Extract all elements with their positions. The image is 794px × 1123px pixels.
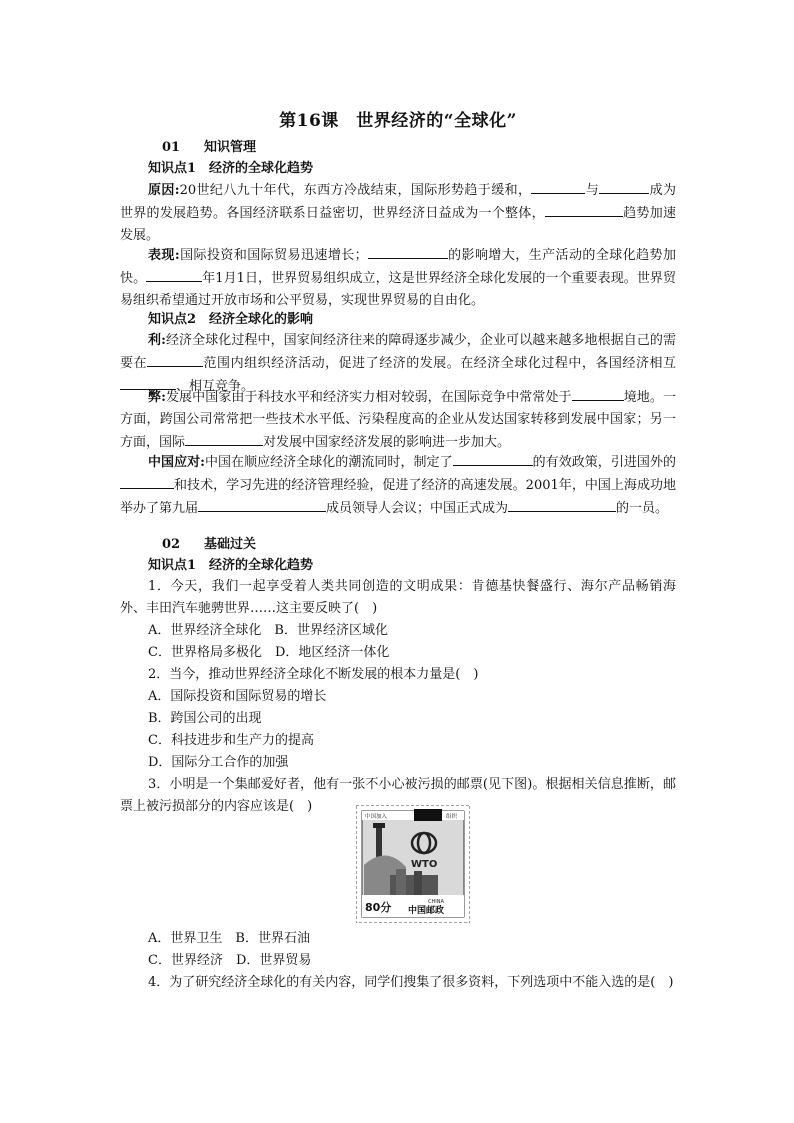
fill-blank[interactable] <box>147 352 203 367</box>
paragraph-disadvantages <box>120 386 676 454</box>
paragraph-performance <box>120 244 676 312</box>
performance-text-1: 国际投资和国际贸易迅速增长； <box>179 248 368 263</box>
stamp-china-en: CHINA <box>428 899 444 905</box>
paragraph-reason <box>120 179 676 247</box>
advantages-text-2: 范围内组织经济活动，促进了经济的发展。在经济全球化过程中，各国经济相互 <box>203 356 676 371</box>
china-text-2: 的有效政策，引进国外的 <box>532 455 676 470</box>
section-heading-basics <box>120 534 718 556</box>
knowledge-point-1-heading: 知识点1 经济的全球化趋势 <box>148 161 314 176</box>
stamp-country: 中国邮政 <box>408 906 445 916</box>
performance-text-3: 年1月1日，世界贸易组织成立，这是世界经济全球化发展的一个重要表现。世界贸易组织希望通过开放市场和公平贸易，实现世界贸易的自由化。 <box>120 271 676 308</box>
fill-blank[interactable] <box>146 267 202 282</box>
question-4-stem: 4．为了研究经济全球化的有关内容，同学们搜集了很多资料，下列选项中不能入选的是( ) <box>148 975 674 990</box>
performance-lead: 表现: <box>148 248 180 263</box>
advantages-lead: 利: <box>148 333 166 348</box>
reason-text-1: 20世纪八九十年代，东西方冷战结束，国际形势趋于缓和， <box>179 183 532 198</box>
reason-text-2: 与 <box>585 183 600 198</box>
advantages-text-3: 、相互竞争。 <box>176 379 255 394</box>
wto-stamp-image <box>356 805 470 923</box>
disadvantages-text-3: 对发展中国家经济发展的影响进一步加大。 <box>263 435 511 450</box>
question-2-option-d: D．国际分工合作的加强 <box>148 755 289 770</box>
stamp-wto-text: WTO <box>411 859 438 870</box>
reason-text-4: 趋势加速发展。 <box>120 206 676 243</box>
fill-blank[interactable] <box>599 179 649 194</box>
question-2-option-b: B．跨国公司的出现 <box>148 711 262 726</box>
fill-blank[interactable] <box>198 497 326 512</box>
paragraph-china-response <box>120 451 676 520</box>
knowledge-point-2-heading: 知识点2 经济全球化的影响 <box>148 312 314 327</box>
advantages-text-1: 经济全球化过程中，国家间经济往来的障碍逐步减少，企业可以越来越多地根据自己的需要在 <box>120 333 676 371</box>
china-text-3: 和技术，学习先进的经济管理经验，促进了经济的高速发展。2001年，中国上海成功地举办了第九届 <box>120 478 676 516</box>
stamp-top-right-text: 组织 <box>446 814 458 820</box>
question-1-options-ab: A．世界经济全球化 B．世界经济区域化 <box>148 623 388 638</box>
disadvantages-text-1: 发展中国家由于科技水平和经济实力相对较弱，在国际竞争中常常处于 <box>165 390 572 405</box>
china-text-5: 的一员。 <box>616 501 669 516</box>
fill-blank[interactable] <box>545 202 623 217</box>
section-label: 知识管理 <box>204 140 257 155</box>
question-2-option-a: A．国际投资和国际贸易的增长 <box>148 689 327 704</box>
question-3-stem: 3．小明是一个集邮爱好者，他有一张不小心被污损的邮票(见下图)。根据相关信息推断，邮票上被污损部分的内容应该是( ) <box>120 777 676 814</box>
china-text-1: 中国在顺应经济全球化的潮流同时，制定了 <box>204 455 453 470</box>
lesson-title: 第16课 世界经济的“全球化” <box>279 111 517 131</box>
fill-blank[interactable] <box>120 474 174 489</box>
reason-lead: 原因: <box>148 183 180 198</box>
stamp-value: 80分 <box>365 901 392 914</box>
question-1-options-cd: C．世界格局多极化 D．地区经济一体化 <box>148 645 390 660</box>
fill-blank[interactable] <box>368 244 448 259</box>
question-2-stem: 2．当今，推动世界经济全球化不断发展的根本力量是( ) <box>148 667 479 682</box>
disadvantages-text-2: 境地。一方面，跨国公司常常把一些技术水平低、污染程度高的企业从发达国家转移到发展中国家；另一方面，国际 <box>120 390 676 450</box>
reason-text-3: 成为世界的发展趋势。各国经济联系日益密切，世界经济日益成为一个整体， <box>120 183 676 221</box>
fill-blank[interactable] <box>531 179 585 194</box>
china-text-4: 成员领导人会议；中国正式成为 <box>326 501 509 516</box>
fill-blank[interactable] <box>508 497 616 512</box>
question-3-options-ab: A．世界卫生 B．世界石油 <box>148 931 310 946</box>
stamp-graphic <box>356 805 470 923</box>
fill-blank[interactable] <box>453 451 533 466</box>
disadvantages-lead: 弊: <box>148 390 166 405</box>
section-number: 01 <box>162 140 181 155</box>
fill-blank[interactable] <box>185 431 263 446</box>
knowledge-point-3-heading: 知识点1 经济的全球化趋势 <box>148 558 314 573</box>
smudged-area <box>414 809 442 821</box>
performance-text-2: 的影响增大，生产活动的全球化趋势加快。 <box>120 248 676 286</box>
section-heading-knowledge <box>120 137 718 159</box>
question-1-stem: 1．今天，我们一起享受着人类共同创造的文明成果：肯德基快餐盛行、海尔产品畅销海外、丰田汽车驰骋世界……这主要反映了( ) <box>120 579 676 616</box>
section-label: 基础过关 <box>204 537 257 552</box>
china-response-lead: 中国应对: <box>148 455 205 470</box>
fill-blank[interactable] <box>572 386 624 401</box>
section-number: 02 <box>162 537 181 552</box>
question-3-options-cd: C．世界经济 D．世界贸易 <box>148 953 312 968</box>
question-2-option-c: C．科技进步和生产力的提高 <box>148 733 314 748</box>
stamp-top-left-text: 中国加入 <box>365 814 388 820</box>
